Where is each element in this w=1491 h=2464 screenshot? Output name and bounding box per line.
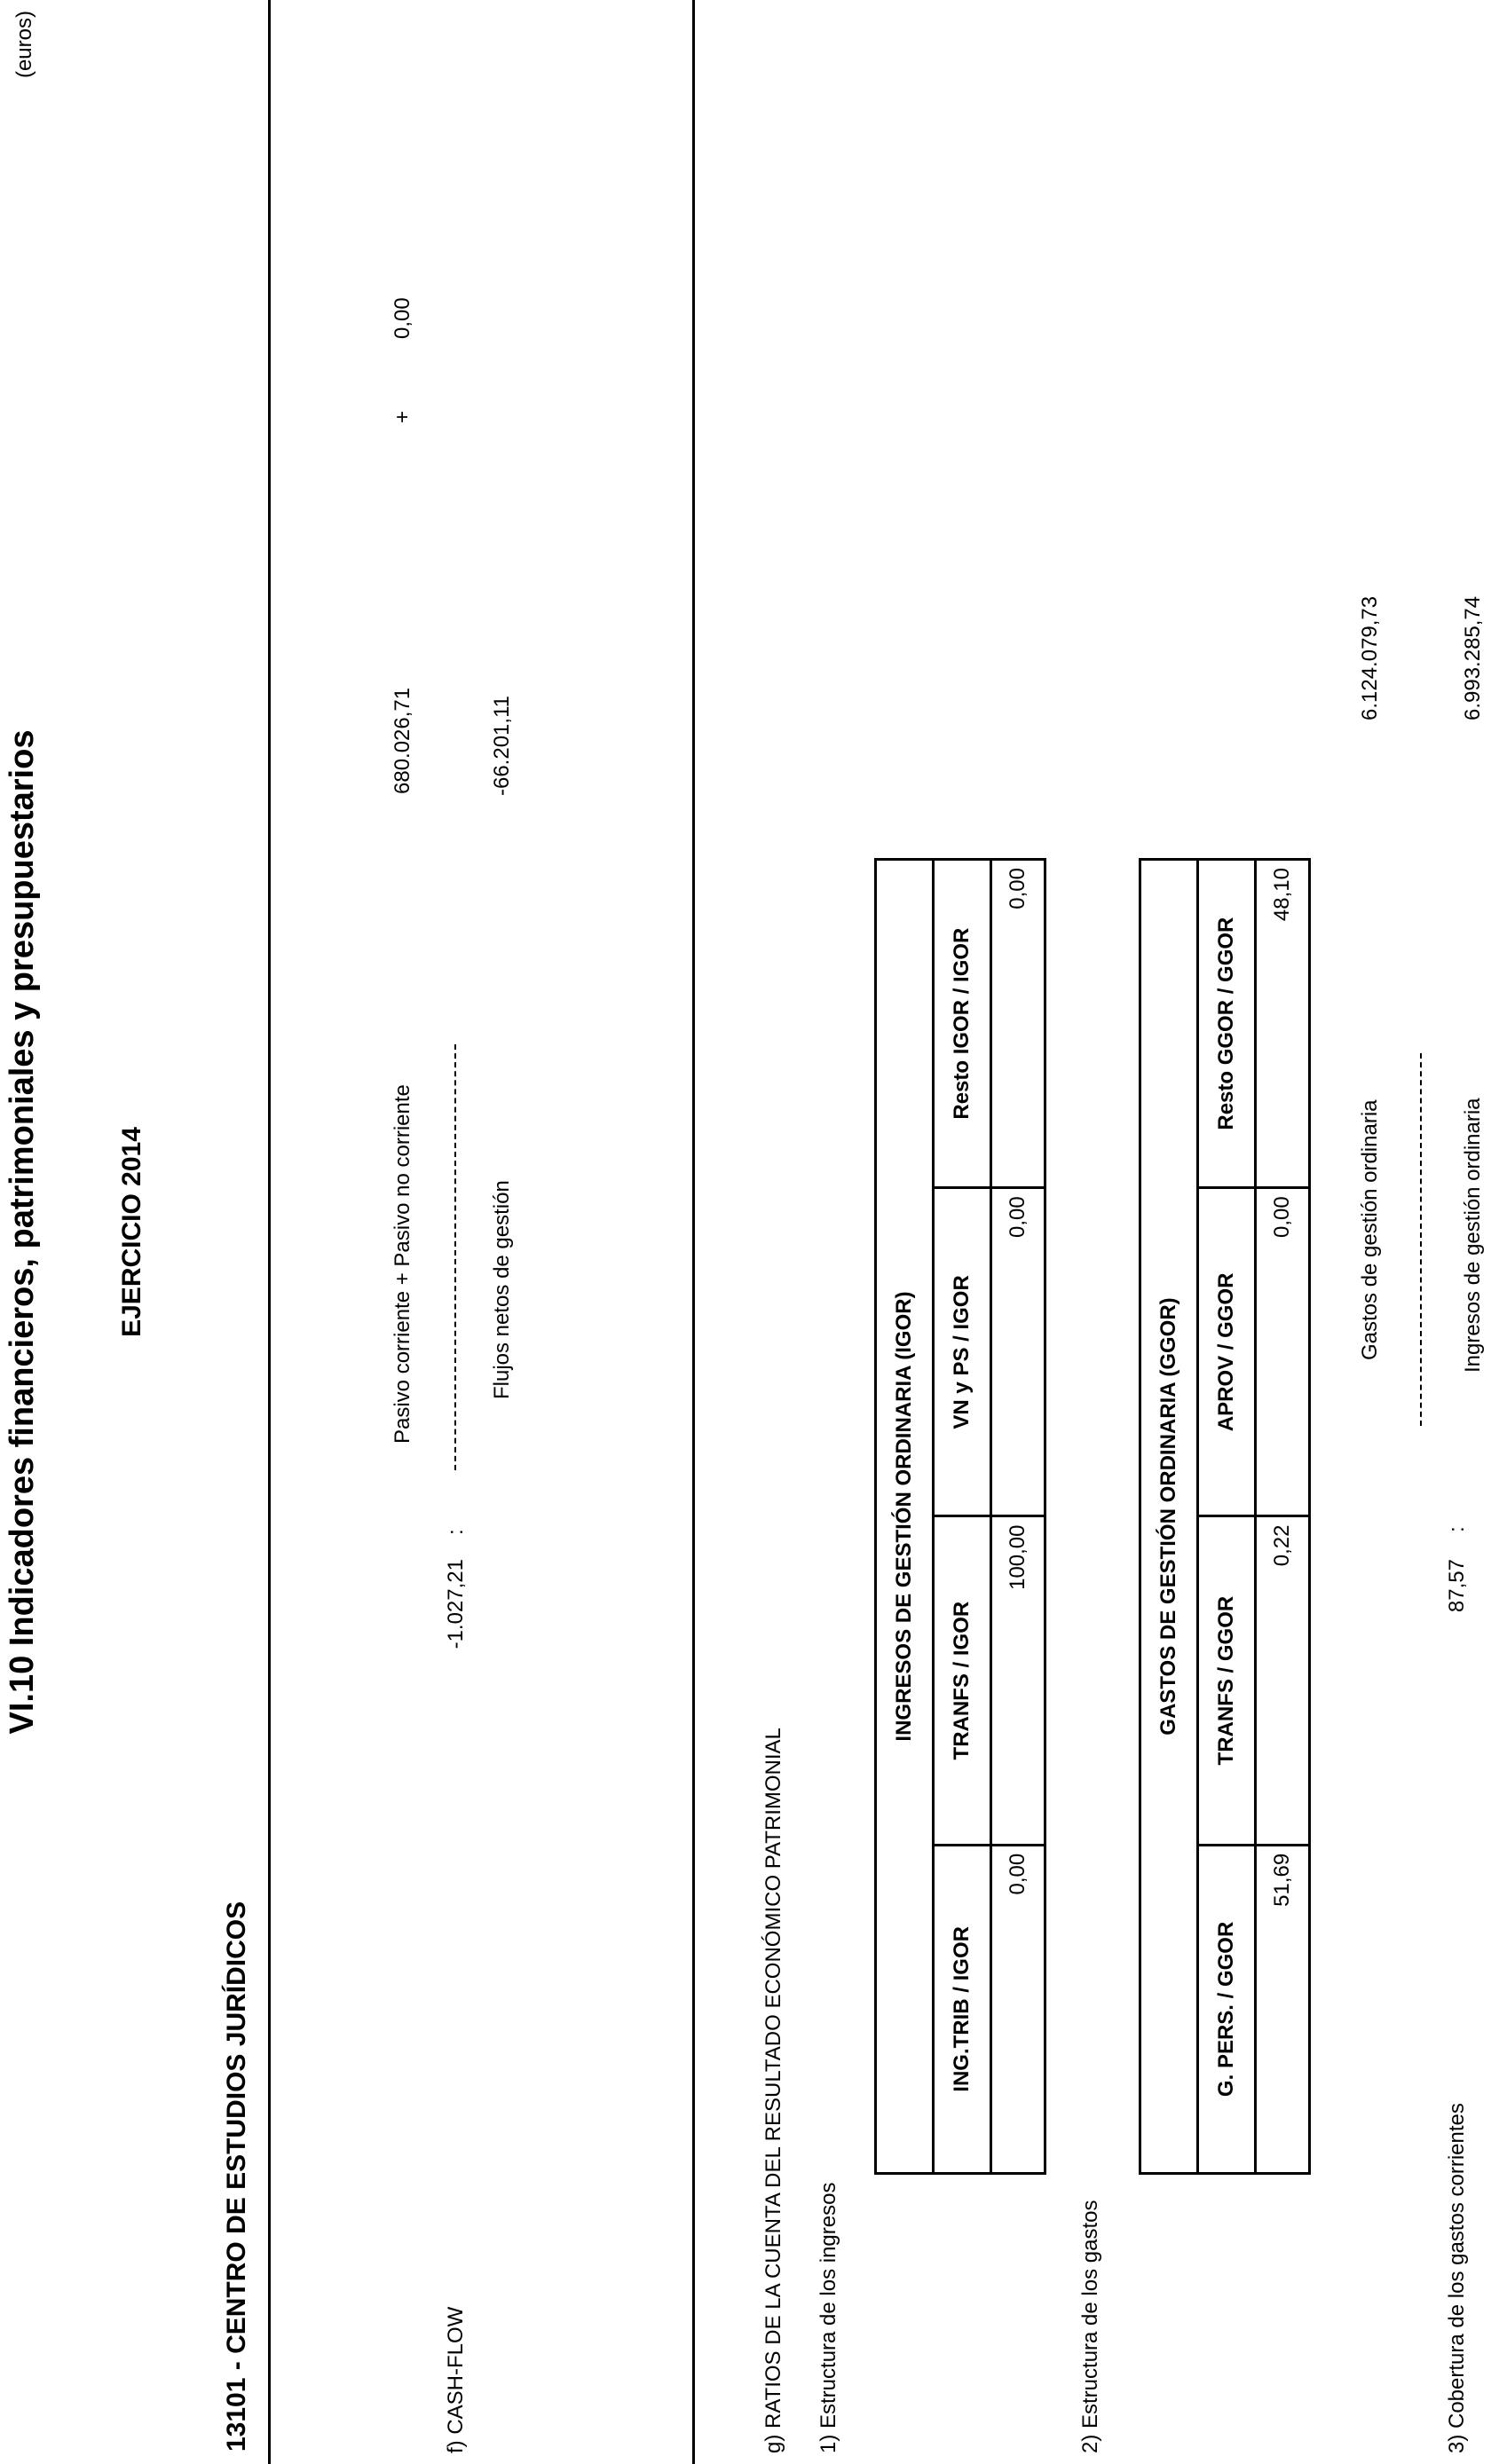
section-rule (692, 0, 695, 2464)
cobertura-denominator-label: Ingresos de gestión ordinaria (1461, 1098, 1485, 1373)
cash-flow-denominator-value: -66.201,11 (490, 696, 514, 796)
gastos-col-aprov: APROV / GGOR (1198, 1188, 1256, 1516)
cobertura-numerator-value: 6.124.079,73 (1358, 595, 1382, 720)
page-title: VI.10 Indicadores financieros, patrimoniales y presupuestarios (4, 729, 41, 1735)
cash-flow-label: f) CASH-FLOW (444, 2306, 468, 2453)
gastos-col-resto: Resto GGOR / GGOR (1198, 860, 1256, 1188)
ingresos-val-tranfs: 100,00 (991, 1516, 1045, 1845)
ingresos-col-vnps: VN y PS / IGOR (934, 1188, 991, 1516)
cobertura-label: 3) Cobertura de los gastos corrientes (1445, 2103, 1469, 2453)
section-g-label: g) RATIOS DE LA CUENTA DEL RESULTADO ECONÓMICO PATRIMONIAL (761, 1728, 785, 2453)
cobertura-numerator-label: Gastos de gestión ordinaria (1358, 1099, 1382, 1360)
ingresos-col-resto: Resto IGOR / IGOR (934, 860, 991, 1188)
cash-flow-value: -1.027,21 (444, 1559, 468, 1649)
cash-flow-fraction-line (454, 1044, 456, 1470)
cobertura-denominator-value: 6.993.285,74 (1461, 595, 1485, 720)
header-rule (268, 0, 271, 2464)
fiscal-year: EJERCICIO 2014 (117, 1127, 146, 1337)
cobertura-colon: : (1445, 1526, 1469, 1532)
gastos-table-title: GASTOS DE GESTIÓN ORDINARIA (GGOR) (1140, 860, 1198, 2174)
cash-flow-plus-sign: + (390, 410, 414, 423)
gastos-val-resto: 48,10 (1256, 860, 1310, 1188)
gastos-col-gpers: G. PERS. / GGOR (1198, 1845, 1256, 2173)
gastos-val-aprov: 0,00 (1256, 1188, 1310, 1516)
ingresos-val-vnps: 0,00 (991, 1188, 1045, 1516)
cash-flow-denominator-label: Flujos netos de gestión (490, 1180, 514, 1399)
cash-flow-numerator-value: 680.026,71 (390, 687, 414, 794)
cash-flow-extra-value: 0,00 (390, 297, 414, 339)
gastos-val-gpers: 51,69 (1256, 1845, 1310, 2173)
units-label: (euros) (12, 11, 36, 79)
ingresos-structure-label: 1) Estructura de los ingresos (816, 2182, 840, 2453)
ingresos-val-resto: 0,00 (991, 860, 1045, 1188)
cobertura-value: 87,57 (1445, 1559, 1469, 1613)
gastos-col-tranfs: TRANFS / GGOR (1198, 1516, 1256, 1845)
cash-flow-numerator-label: Pasivo corriente + Pasivo no corriente (390, 1084, 414, 1444)
ingresos-val-ingtrib: 0,00 (991, 1845, 1045, 2173)
cash-flow-colon: : (444, 1529, 468, 1535)
gastos-val-tranfs: 0,22 (1256, 1516, 1310, 1845)
ingresos-col-ingtrib: ING.TRIB / IGOR (934, 1845, 991, 2173)
gastos-structure-label: 2) Estructura de los gastos (1078, 2200, 1102, 2453)
gastos-ratio-table (1139, 858, 1311, 2175)
entity-name: 13101 - CENTRO DE ESTUDIOS JURÍDICOS (222, 1901, 251, 2452)
ingresos-col-tranfs: TRANFS / IGOR (934, 1516, 991, 1845)
cobertura-fraction-line (1420, 1053, 1422, 1426)
ingresos-table-title: INGRESOS DE GESTIÓN ORDINARIA (IGOR) (876, 860, 934, 2174)
ingresos-ratio-table (874, 858, 1046, 2175)
